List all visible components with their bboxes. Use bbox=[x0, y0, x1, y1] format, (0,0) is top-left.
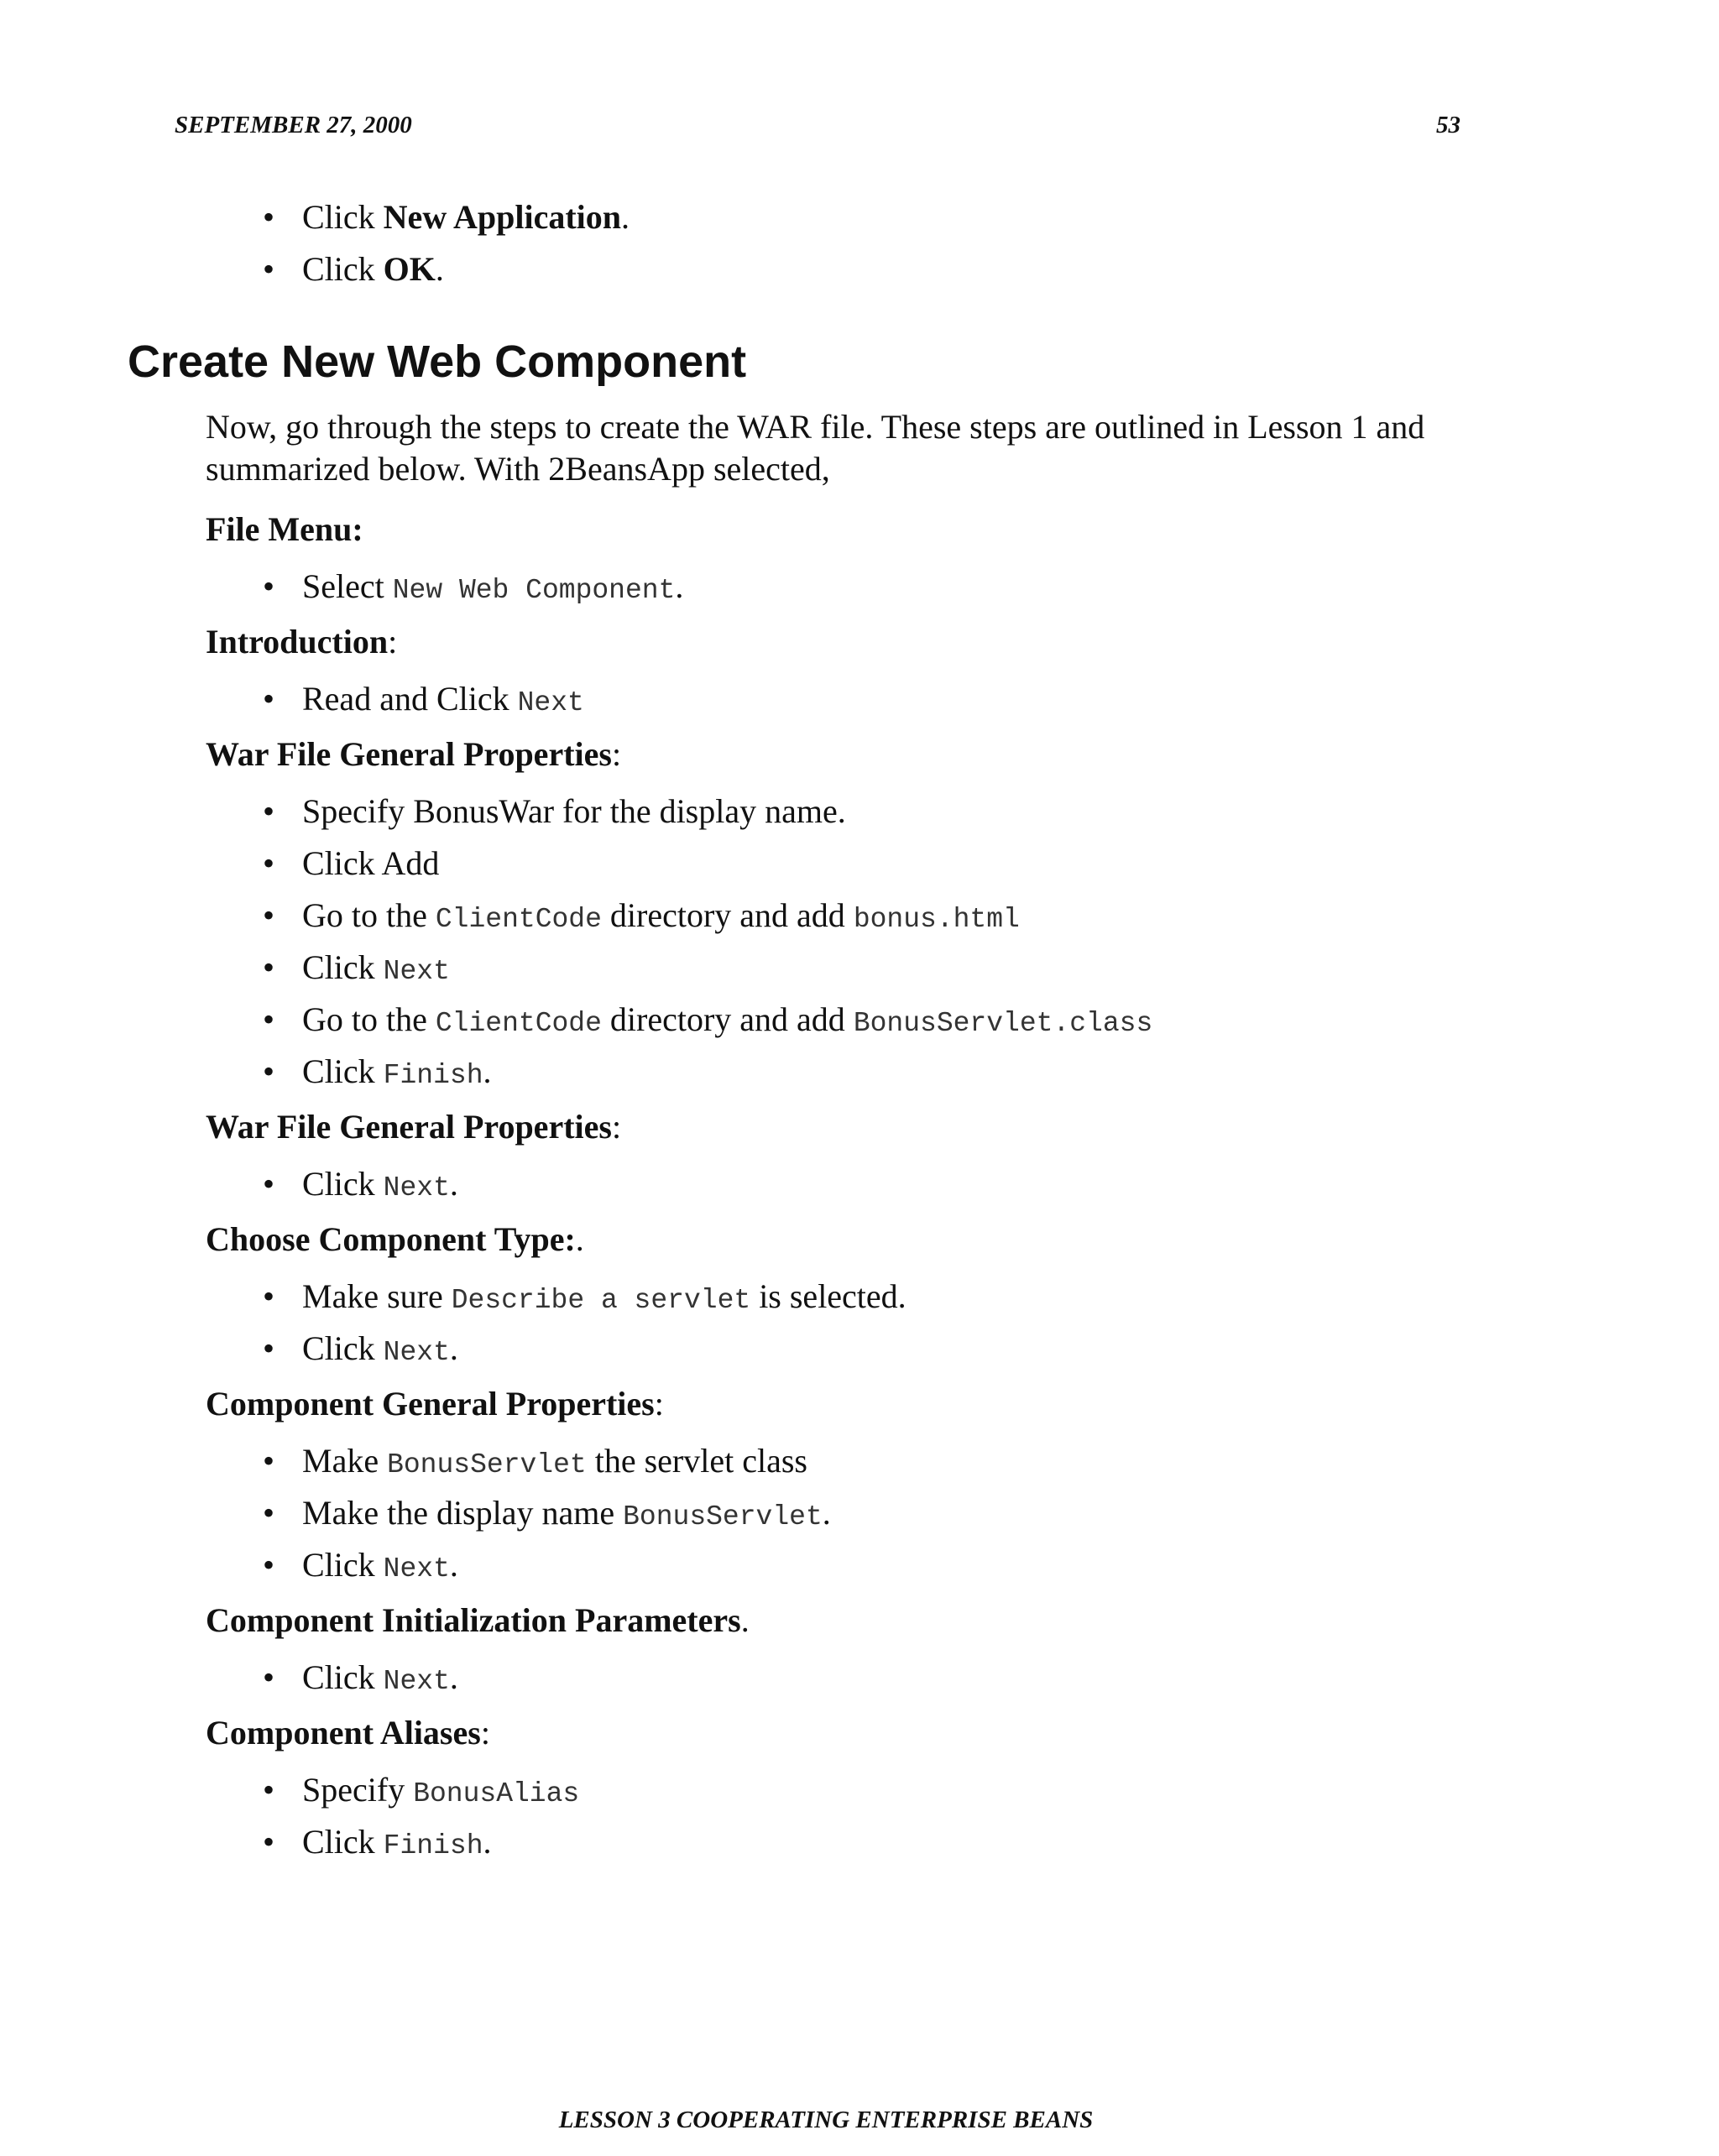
bullet-icon: • bbox=[263, 1165, 275, 1203]
list-item: • Click OK. bbox=[0, 243, 1719, 295]
header-date: SEPTEMBER 27, 2000 bbox=[175, 112, 412, 138]
list-item: • Specify BonusWar for the display name. bbox=[0, 786, 1719, 838]
code-text: ClientCode bbox=[435, 904, 602, 935]
code-text: Next bbox=[383, 1553, 450, 1584]
footer-text: LESSON 3 COOPERATING ENTERPRISE BEANS bbox=[558, 2106, 1094, 2133]
code-text: BonusServlet.class bbox=[853, 1008, 1153, 1039]
bullet-icon: • bbox=[263, 1494, 275, 1532]
code-text: Next bbox=[517, 687, 584, 718]
list-item: • Go to the ClientCode directory and add BonusServlet.class bbox=[0, 994, 1719, 1046]
bullet-icon: • bbox=[263, 1329, 275, 1367]
code-text: BonusServlet bbox=[623, 1501, 823, 1532]
group-heading-aliases: Component Aliases: bbox=[206, 1714, 490, 1751]
step-list bbox=[0, 1764, 1719, 1868]
step-list bbox=[0, 786, 1719, 1098]
code-text: BonusAlias bbox=[413, 1778, 580, 1809]
list-item: • Click Finish. bbox=[0, 1816, 1719, 1868]
step-groups bbox=[0, 509, 1719, 1868]
step-list bbox=[0, 1652, 1719, 1704]
page-number: 53 bbox=[1436, 112, 1460, 138]
code-text: Next bbox=[383, 1666, 450, 1697]
bullet-icon: • bbox=[263, 1823, 275, 1861]
list-item: • Make BonusServlet the servlet class bbox=[0, 1435, 1719, 1487]
bullet-icon: • bbox=[263, 250, 275, 288]
page-content bbox=[0, 191, 1719, 1868]
code-text: New Web Component bbox=[392, 575, 676, 606]
code-text: Next bbox=[383, 1337, 450, 1368]
bullet-icon: • bbox=[263, 680, 275, 718]
code-text: bonus.html bbox=[853, 904, 1020, 935]
bullet-icon: • bbox=[263, 792, 275, 830]
step-list bbox=[0, 1271, 1719, 1375]
bullet-icon: • bbox=[263, 1546, 275, 1584]
list-item: • Select New Web Component. bbox=[0, 561, 1719, 613]
group-heading-war-general-2: War File General Properties: bbox=[206, 1108, 622, 1146]
step-list bbox=[0, 1158, 1719, 1210]
list-item: • Click New Application. bbox=[0, 191, 1719, 243]
step-list bbox=[0, 673, 1719, 725]
group-heading-component-type: Choose Component Type:. bbox=[206, 1220, 584, 1258]
code-text: Finish bbox=[383, 1830, 483, 1861]
list-item: • Click Add bbox=[0, 838, 1719, 890]
list-item: • Make sure Describe a servlet is selected. bbox=[0, 1271, 1719, 1323]
code-text: Describe a servlet bbox=[451, 1285, 751, 1316]
list-item: • Read and Click Next bbox=[0, 673, 1719, 725]
group-heading-war-general-1: War File General Properties: bbox=[206, 735, 622, 773]
group-heading-component-general: Component General Properties: bbox=[206, 1385, 664, 1423]
step-list bbox=[0, 1435, 1719, 1591]
list-item: • Go to the ClientCode directory and add bonus.html bbox=[0, 890, 1719, 942]
bullet-icon: • bbox=[263, 1000, 275, 1038]
list-item: • Click Finish. bbox=[0, 1046, 1719, 1098]
code-text: ClientCode bbox=[435, 1008, 602, 1039]
code-text: Next bbox=[383, 956, 450, 987]
page-header bbox=[175, 112, 1460, 145]
bullet-icon: • bbox=[263, 948, 275, 986]
group-heading-file-menu: File Menu: bbox=[206, 510, 363, 548]
group-heading-init-params: Component Initialization Parameters. bbox=[206, 1601, 750, 1639]
code-text: BonusServlet bbox=[387, 1449, 587, 1480]
intro-steps bbox=[0, 191, 1719, 295]
list-item: • Click Next. bbox=[0, 1652, 1719, 1704]
list-item: • Make the display name BonusServlet. bbox=[0, 1487, 1719, 1539]
code-text: Next bbox=[383, 1172, 450, 1203]
bullet-icon: • bbox=[263, 1771, 275, 1809]
code-text: Finish bbox=[383, 1060, 483, 1091]
bullet-icon: • bbox=[263, 896, 275, 934]
bullet-icon: • bbox=[263, 1442, 275, 1480]
list-item: • Click Next. bbox=[0, 1323, 1719, 1375]
bullet-icon: • bbox=[263, 1052, 275, 1090]
list-item: • Click Next. bbox=[0, 1158, 1719, 1210]
list-item: • Click Next. bbox=[0, 1539, 1719, 1591]
list-item: • Specify BonusAlias bbox=[0, 1764, 1719, 1816]
bullet-icon: • bbox=[263, 198, 275, 236]
bullet-icon: • bbox=[263, 567, 275, 605]
list-item: • Click Next bbox=[0, 942, 1719, 994]
page-footer bbox=[0, 2106, 1719, 2134]
group-heading-introduction: Introduction: bbox=[206, 623, 398, 660]
section-paragraph: Now, go through the steps to create the WAR file. These steps are outlined in Lesson 1 and summarized below. With 2BeansApp selected, bbox=[206, 408, 1425, 488]
section-title: Create New Web Component bbox=[128, 337, 747, 387]
bullet-icon: • bbox=[263, 844, 275, 882]
step-list bbox=[0, 561, 1719, 613]
bullet-icon: • bbox=[263, 1277, 275, 1315]
bullet-icon: • bbox=[263, 1658, 275, 1696]
